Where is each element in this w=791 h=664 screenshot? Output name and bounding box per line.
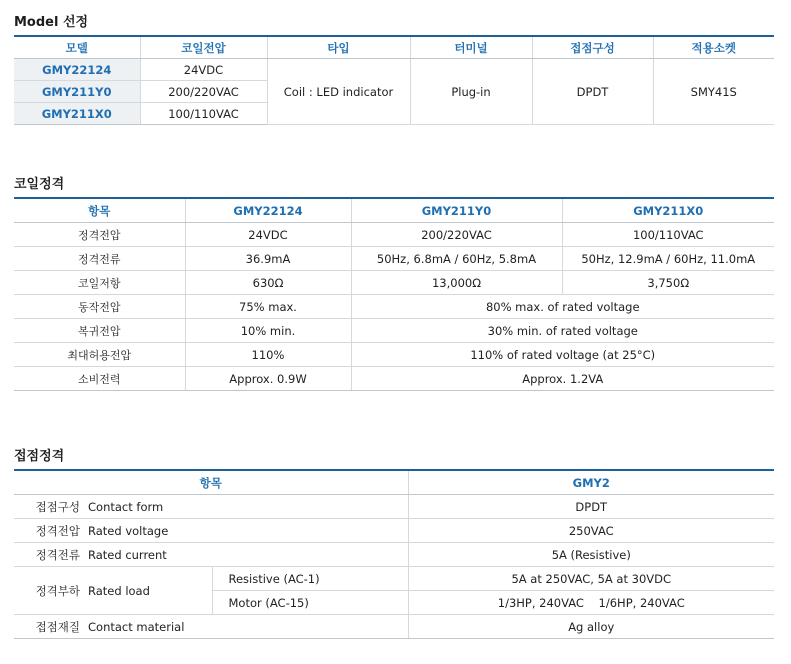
- coil-voltage-cell: 24VDC: [140, 59, 267, 81]
- model-selection-table: [14, 35, 774, 125]
- sub-label-resistive: Resistive (AC-1): [212, 567, 408, 591]
- table-header-row: [14, 36, 774, 59]
- table-row: [14, 543, 774, 567]
- row-label: 소비전력: [14, 367, 185, 391]
- terminal-cell: Plug-in: [410, 59, 532, 125]
- value-cell: 75% max.: [185, 295, 351, 319]
- row-label: 정격전류: [14, 247, 185, 271]
- type-cell: Coil : LED indicator: [267, 59, 410, 125]
- socket-cell: SMY41S: [653, 59, 774, 125]
- header-item: 항목: [14, 470, 408, 495]
- value-cell: 13,000Ω: [351, 271, 562, 295]
- value-cell: Ag alloy: [408, 615, 774, 639]
- table-row: [14, 343, 774, 367]
- table-row: [14, 495, 774, 519]
- value-cell: 5A at 250VAC, 5A at 30VDC: [408, 567, 774, 591]
- table-row: [14, 615, 774, 639]
- value-cell: 10% min.: [185, 319, 351, 343]
- row-label-rated-voltage: [14, 519, 408, 543]
- value-cell: Approx. 1.2VA: [351, 367, 774, 391]
- section-title-model-selection: Model 선정: [14, 15, 89, 30]
- header-type: 타입: [267, 36, 410, 59]
- value-cell: 5A (Resistive): [408, 543, 774, 567]
- table-header-row: [14, 470, 774, 495]
- value-cell: 100/110VAC: [562, 223, 774, 247]
- value-cell: Approx. 0.9W: [185, 367, 351, 391]
- table-row: [14, 247, 774, 271]
- table-row: [14, 271, 774, 295]
- value-cell: 110% of rated voltage (at 25°C): [351, 343, 774, 367]
- table-row: [14, 519, 774, 543]
- table-row: [14, 295, 774, 319]
- header-gmy2: GMY2: [408, 470, 774, 495]
- sub-label-motor: Motor (AC-15): [212, 591, 408, 615]
- row-label-kor: 정격전압: [35, 523, 80, 538]
- contact-rating-table: [14, 469, 774, 639]
- table-row: [14, 59, 774, 81]
- row-label-rated-current: [14, 543, 408, 567]
- row-label: 최대허용전압: [14, 343, 185, 367]
- header-coil-voltage: 코일전압: [140, 36, 267, 59]
- header-gmy211y0: GMY211Y0: [351, 198, 562, 223]
- row-label-kor: 정격부하: [35, 583, 80, 598]
- section-title-coil-rating: 코일정격: [14, 177, 65, 192]
- value-cell: 80% max. of rated voltage: [351, 295, 774, 319]
- row-label-eng: Rated voltage: [88, 523, 169, 538]
- header-gmy211x0: GMY211X0: [562, 198, 774, 223]
- row-label-eng: Contact material: [88, 619, 185, 634]
- model-cell: GMY22124: [14, 59, 140, 81]
- value-cell: 1/3HP, 240VAC 1/6HP, 240VAC: [408, 591, 774, 615]
- coil-voltage-cell: 100/110VAC: [140, 103, 267, 125]
- value-cell: 200/220VAC: [351, 223, 562, 247]
- table-row: [14, 367, 774, 391]
- row-label-contact-form: [14, 495, 408, 519]
- header-item: 항목: [14, 198, 185, 223]
- header-terminal: 터미널: [410, 36, 532, 59]
- value-cell: 3,750Ω: [562, 271, 774, 295]
- header-socket: 적용소켓: [653, 36, 774, 59]
- value-cell: 50Hz, 12.9mA / 60Hz, 11.0mA: [562, 247, 774, 271]
- row-label-eng: Rated load: [88, 583, 150, 598]
- table-row: [14, 567, 774, 591]
- header-model: 모델: [14, 36, 140, 59]
- row-label: 코일저항: [14, 271, 185, 295]
- header-gmy22124: GMY22124: [185, 198, 351, 223]
- section-title-contact-rating: 접점정격: [14, 449, 65, 464]
- row-label: 복귀전압: [14, 319, 185, 343]
- table-row: [14, 319, 774, 343]
- row-label-eng: Rated current: [88, 547, 167, 562]
- header-contact-config: 접점구성: [532, 36, 653, 59]
- table-row: [14, 223, 774, 247]
- row-label-kor: 접점재질: [35, 619, 80, 634]
- row-label-contact-material: [14, 615, 408, 639]
- value-cell: 250VAC: [408, 519, 774, 543]
- value-cell: 36.9mA: [185, 247, 351, 271]
- contact-config-cell: DPDT: [532, 59, 653, 125]
- value-cell: 24VDC: [185, 223, 351, 247]
- value-cell: 630Ω: [185, 271, 351, 295]
- value-cell: DPDT: [408, 495, 774, 519]
- row-label-kor: 정격전류: [35, 547, 80, 562]
- value-cell: 50Hz, 6.8mA / 60Hz, 5.8mA: [351, 247, 562, 271]
- row-label-kor: 접점구성: [35, 499, 80, 514]
- row-label: 동작전압: [14, 295, 185, 319]
- model-cell: GMY211Y0: [14, 81, 140, 103]
- row-label: 정격전압: [14, 223, 185, 247]
- coil-voltage-cell: 200/220VAC: [140, 81, 267, 103]
- row-label-rated-load: [14, 567, 212, 615]
- coil-rating-table: [14, 197, 774, 391]
- model-cell: GMY211X0: [14, 103, 140, 125]
- value-cell: 110%: [185, 343, 351, 367]
- table-header-row: [14, 198, 774, 223]
- row-label-eng: Contact form: [88, 499, 164, 514]
- value-cell: 30% min. of rated voltage: [351, 319, 774, 343]
